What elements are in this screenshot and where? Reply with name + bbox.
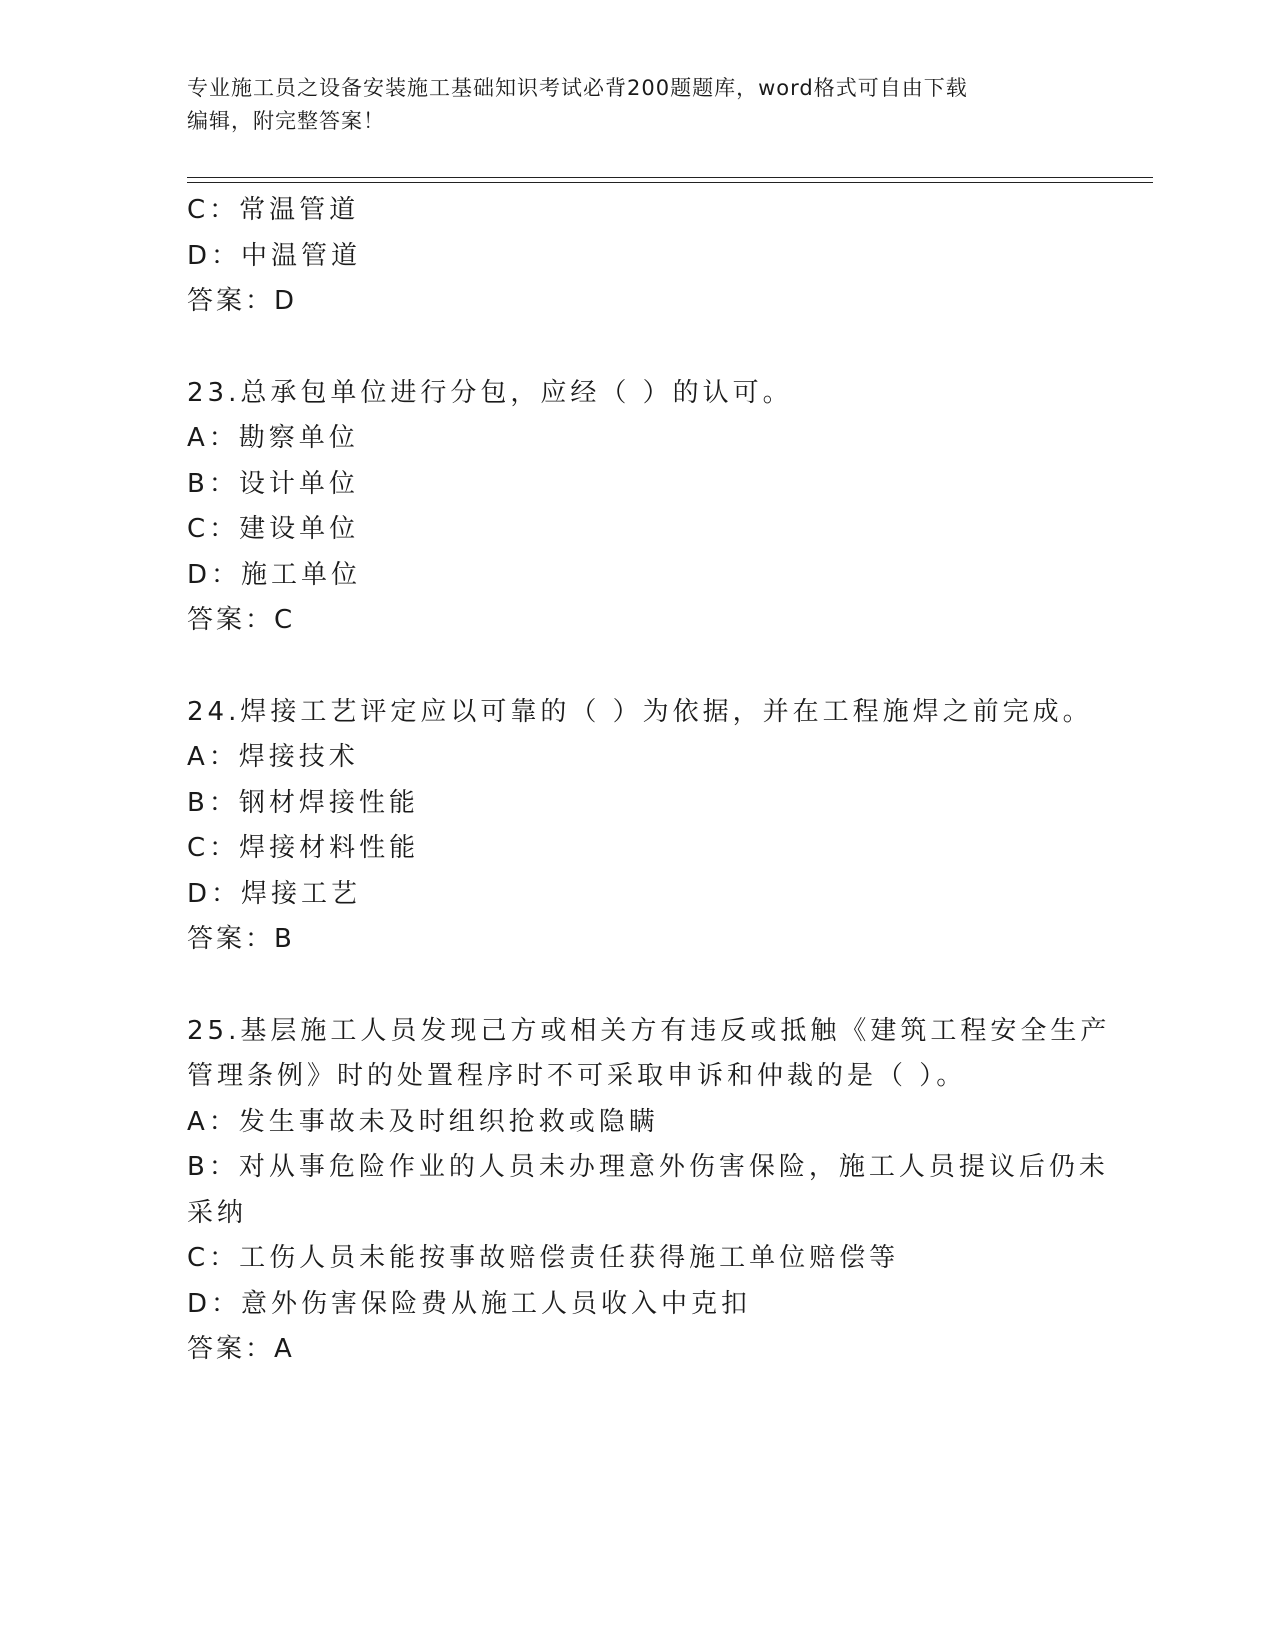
option-d: D：焊接工艺: [187, 878, 362, 909]
header-title-line-2: 编辑，附完整答案！: [187, 109, 385, 133]
option-d: D：中温管道: [187, 240, 362, 271]
answer-line: 答案：B: [187, 924, 295, 954]
option-d: D：施工单位: [187, 559, 362, 590]
header-title-line-1: 专业施工员之设备安装施工基础知识考试必背200题题库，word格式可自由下载: [187, 76, 968, 100]
header-divider-top: [187, 177, 1153, 178]
option-c: C：工伤人员未能按事故赔偿责任获得施工单位赔偿等: [187, 1243, 900, 1273]
option-c: C：焊接材料性能: [187, 833, 420, 863]
option-b-line-2: 采纳: [187, 1197, 248, 1228]
option-b: B：设计单位: [187, 468, 359, 499]
option-a: A：发生事故未及时组织抢救或隐瞒: [187, 1106, 659, 1137]
document-header: [187, 72, 1087, 138]
question-spacer: [187, 325, 1087, 371]
option-a: A：焊接技术: [187, 742, 359, 772]
question-stem: 24.焊接工艺评定应以可靠的（ ）为依据，并在工程施焊之前完成。: [187, 696, 1093, 727]
answer-line: 答案：C: [187, 605, 296, 635]
answer-line: 答案：D: [187, 286, 298, 316]
option-d: D：意外伤害保险费从施工人员收入中克扣: [187, 1288, 752, 1319]
question-list: [187, 188, 1111, 1373]
option-b: B：钢材焊接性能: [187, 787, 419, 818]
question-stem-line-2: 管理条例》时的处置程序时不可采取申诉和仲裁的是（ ）。: [187, 1061, 967, 1091]
question-25: [187, 1009, 1111, 1373]
question-22-continued: [187, 188, 1087, 325]
option-a: A：勘察单位: [187, 423, 359, 453]
answer-line: 答案：A: [187, 1334, 295, 1364]
question-spacer: [187, 644, 1087, 690]
option-b-line-1: B：对从事危险作业的人员未办理意外伤害保险，施工人员提议后仍未: [187, 1152, 1109, 1182]
question-23: [187, 371, 1087, 644]
option-c: C：常温管道: [187, 195, 360, 225]
option-c: C：建设单位: [187, 514, 360, 544]
question-stem: 23.总承包单位进行分包，应经（ ）的认可。: [187, 377, 793, 408]
question-stem-line-1: 25.基层施工人员发现己方或相关方有违反或抵触《建筑工程安全生产: [187, 1015, 1111, 1046]
header-divider-bottom: [187, 182, 1153, 183]
question-24: [187, 690, 1093, 963]
question-spacer: [187, 963, 1087, 1009]
